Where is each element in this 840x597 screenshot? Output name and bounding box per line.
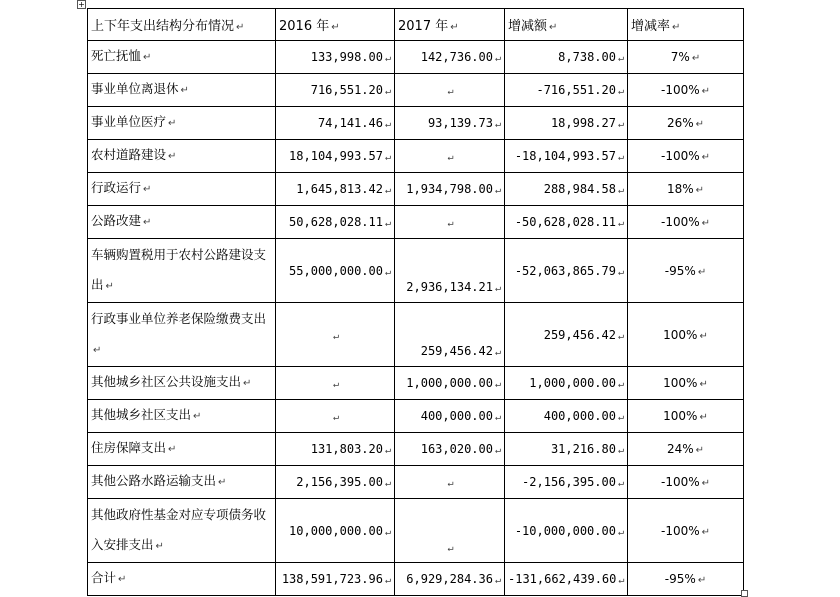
cell-2016[interactable]: 18,104,993.57 ↵: [276, 140, 395, 173]
table-row: [88, 140, 744, 173]
table-resize-handle[interactable]: [741, 590, 748, 597]
header-rate[interactable]: 增减率 ↵: [628, 9, 744, 41]
cell-2016[interactable]: ↵: [276, 303, 395, 367]
header-2017[interactable]: 2017 年 ↵: [395, 9, 505, 41]
cell-diff[interactable]: -10,000,000.00 ↵: [505, 499, 628, 563]
cell-2016[interactable]: 133,998.00 ↵: [276, 41, 395, 74]
cell-2017[interactable]: 142,736.00 ↵: [395, 41, 505, 74]
cell-diff[interactable]: 400,000.00 ↵: [505, 400, 628, 433]
cell-2016[interactable]: 716,551.20 ↵: [276, 74, 395, 107]
cell-rate[interactable]: -100% ↵: [628, 466, 744, 499]
cell-2017[interactable]: 1,000,000.00 ↵: [395, 367, 505, 400]
table-row: [88, 400, 744, 433]
row-name[interactable]: 事业单位医疗 ↵: [88, 107, 276, 140]
table-row: [88, 367, 744, 400]
table-row: [88, 173, 744, 206]
cell-rate[interactable]: 100% ↵: [628, 400, 744, 433]
table-row: [88, 206, 744, 239]
cell-rate[interactable]: 7% ↵: [628, 41, 744, 74]
row-name[interactable]: 其他城乡社区公共设施支出 ↵: [88, 367, 276, 400]
row-name[interactable]: 其他城乡社区支出 ↵: [88, 400, 276, 433]
cell-diff[interactable]: -716,551.20 ↵: [505, 74, 628, 107]
cell-2017[interactable]: 6,929,284.36 ↵: [395, 563, 505, 596]
cell-rate[interactable]: -100% ↵: [628, 74, 744, 107]
cell-2017[interactable]: ↵: [395, 499, 505, 563]
cell-diff[interactable]: -2,156,395.00 ↵: [505, 466, 628, 499]
cell-rate[interactable]: 18% ↵: [628, 173, 744, 206]
cell-2016[interactable]: 2,156,395.00 ↵: [276, 466, 395, 499]
cell-rate[interactable]: 26% ↵: [628, 107, 744, 140]
row-name[interactable]: 农村道路建设 ↵: [88, 140, 276, 173]
row-name[interactable]: 住房保障支出 ↵: [88, 433, 276, 466]
cell-diff[interactable]: -18,104,993.57 ↵: [505, 140, 628, 173]
row-name[interactable]: 车辆购置税用于农村公路建设支出 ↵: [88, 239, 276, 303]
row-name[interactable]: 事业单位离退休 ↵: [88, 74, 276, 107]
cell-rate[interactable]: 100% ↵: [628, 303, 744, 367]
cell-2017[interactable]: 2,936,134.21 ↵: [395, 239, 505, 303]
cell-diff[interactable]: 288,984.58 ↵: [505, 173, 628, 206]
cell-2017[interactable]: ↵: [395, 74, 505, 107]
cell-2016[interactable]: ↵: [276, 400, 395, 433]
row-name[interactable]: 行政运行 ↵: [88, 173, 276, 206]
cell-2016[interactable]: 138,591,723.96 ↵: [276, 563, 395, 596]
header-category[interactable]: 上下年支出结构分布情况 ↵: [88, 9, 276, 41]
expenditure-table: [87, 8, 744, 596]
cell-2017[interactable]: 1,934,798.00 ↵: [395, 173, 505, 206]
cell-diff[interactable]: 18,998.27 ↵: [505, 107, 628, 140]
cell-rate[interactable]: 100% ↵: [628, 367, 744, 400]
cell-diff[interactable]: -50,628,028.11 ↵: [505, 206, 628, 239]
cell-rate[interactable]: 24% ↵: [628, 433, 744, 466]
cell-rate[interactable]: -100% ↵: [628, 499, 744, 563]
table-row: [88, 107, 744, 140]
row-name[interactable]: 合计 ↵: [88, 563, 276, 596]
cell-rate[interactable]: -95% ↵: [628, 563, 744, 596]
table-row-total: [88, 563, 744, 596]
table-row: [88, 303, 744, 367]
cell-2017[interactable]: ↵: [395, 466, 505, 499]
table-header-row: [88, 9, 744, 41]
row-name[interactable]: 行政事业单位养老保险缴费支出↵: [88, 303, 276, 367]
cell-diff[interactable]: 259,456.42 ↵: [505, 303, 628, 367]
row-name[interactable]: 公路改建 ↵: [88, 206, 276, 239]
header-diff[interactable]: 增减额 ↵: [505, 9, 628, 41]
cell-2017[interactable]: 259,456.42 ↵: [395, 303, 505, 367]
table-row: [88, 74, 744, 107]
cell-2016[interactable]: 1,645,813.42 ↵: [276, 173, 395, 206]
cell-2016[interactable]: 74,141.46 ↵: [276, 107, 395, 140]
cell-diff[interactable]: -52,063,865.79 ↵: [505, 239, 628, 303]
cell-rate[interactable]: -100% ↵: [628, 140, 744, 173]
cell-2017[interactable]: ↵: [395, 140, 505, 173]
table-row: [88, 41, 744, 74]
cell-diff[interactable]: 31,216.80 ↵: [505, 433, 628, 466]
cell-diff[interactable]: -131,662,439.60 ↵: [505, 563, 628, 596]
cell-2016[interactable]: 10,000,000.00 ↵: [276, 499, 395, 563]
cell-2016[interactable]: 50,628,028.11 ↵: [276, 206, 395, 239]
cell-2016[interactable]: ↵: [276, 367, 395, 400]
cell-diff[interactable]: 8,738.00 ↵: [505, 41, 628, 74]
header-2016[interactable]: 2016 年 ↵: [276, 9, 395, 41]
cell-2017[interactable]: 93,139.73 ↵: [395, 107, 505, 140]
row-name[interactable]: 死亡抚恤 ↵: [88, 41, 276, 74]
cell-rate[interactable]: -95% ↵: [628, 239, 744, 303]
table-row: [88, 466, 744, 499]
table-move-handle[interactable]: +: [78, 0, 85, 9]
table-row: [88, 433, 744, 466]
table-row: [88, 239, 744, 303]
row-name[interactable]: 其他政府性基金对应专项债务收入安排支出 ↵: [88, 499, 276, 563]
table-row: [88, 499, 744, 563]
cell-rate[interactable]: -100% ↵: [628, 206, 744, 239]
cell-2017[interactable]: 163,020.00 ↵: [395, 433, 505, 466]
cell-2016[interactable]: 131,803.20 ↵: [276, 433, 395, 466]
row-name[interactable]: 其他公路水路运输支出 ↵: [88, 466, 276, 499]
cell-2017[interactable]: ↵: [395, 206, 505, 239]
cell-diff[interactable]: 1,000,000.00 ↵: [505, 367, 628, 400]
cell-2017[interactable]: 400,000.00 ↵: [395, 400, 505, 433]
cell-2016[interactable]: 55,000,000.00 ↵: [276, 239, 395, 303]
